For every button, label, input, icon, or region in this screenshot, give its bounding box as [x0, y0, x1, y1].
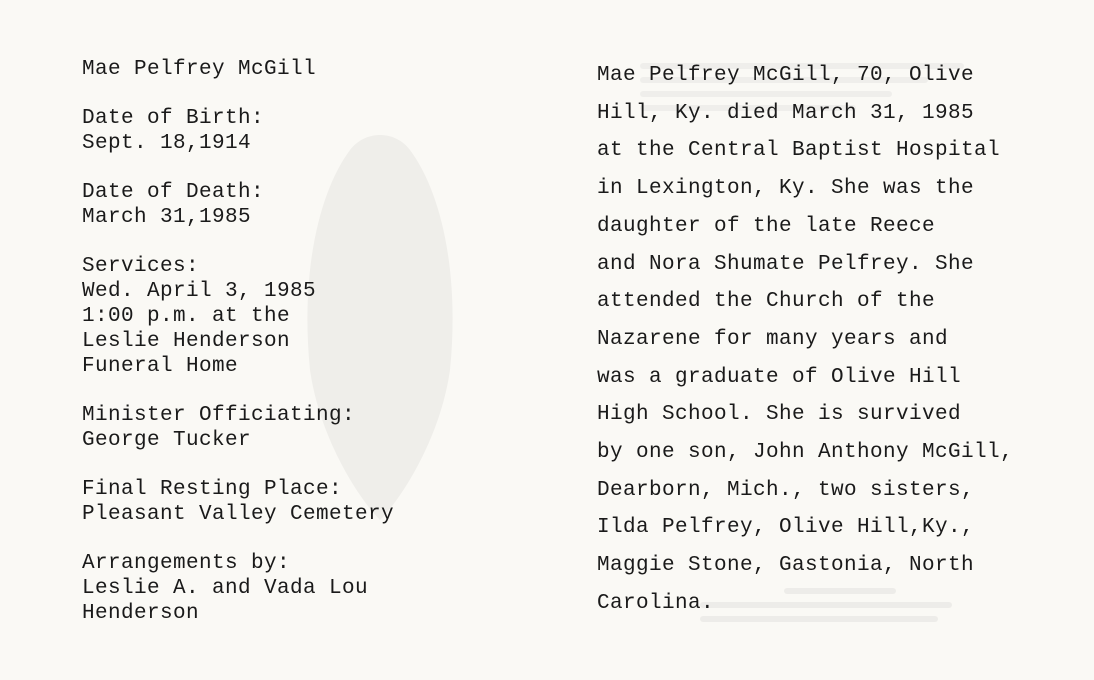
details-section	[82, 254, 522, 379]
obituary-column	[597, 57, 1067, 623]
obituary-line: daughter of the late Reece	[597, 214, 936, 238]
deceased-name: Mae Pelfrey McGill	[82, 58, 317, 81]
details-section	[82, 106, 522, 156]
section-value: Sept. 18,1914	[82, 132, 252, 155]
section-heading: Date of Death:	[82, 181, 265, 204]
section-value: Leslie A. and Vada Lou	[82, 577, 369, 600]
section-value: George Tucker	[82, 429, 252, 452]
section-value: Wed. April 3, 1985	[82, 280, 317, 303]
details-section	[82, 477, 522, 527]
section-value: March 31,1985	[82, 206, 252, 229]
section-value: Henderson	[82, 602, 200, 625]
obituary-line: and Nora Shumate Pelfrey. She	[597, 252, 975, 276]
obituary-line: attended the Church of the	[597, 290, 936, 314]
section-value: Leslie Henderson	[82, 330, 291, 353]
obituary-line: Nazarene for many years and	[597, 327, 949, 351]
obituary-line: Hill, Ky. died March 31, 1985	[597, 101, 975, 125]
section-heading: Final Resting Place:	[82, 478, 343, 501]
obituary-line: Maggie Stone, Gastonia, North	[597, 554, 975, 578]
obituary-line: in Lexington, Ky. She was the	[597, 177, 975, 201]
section-value: Funeral Home	[82, 355, 239, 378]
section-heading: Minister Officiating:	[82, 404, 356, 427]
section-heading: Services:	[82, 255, 200, 278]
obituary-line: Ilda Pelfrey, Olive Hill,Ky.,	[597, 516, 975, 540]
obituary-line: High School. She is survived	[597, 403, 962, 427]
obituary-line: by one son, John Anthony McGill,	[597, 441, 1014, 465]
obituary-line: Mae Pelfrey McGill, 70, Olive	[597, 64, 975, 87]
details-section	[82, 180, 522, 230]
details-column	[82, 57, 522, 650]
obituary-line: Dearborn, Mich., two sisters,	[597, 478, 975, 502]
section-value: Pleasant Valley Cemetery	[82, 503, 395, 526]
obituary-line: Carolina.	[597, 591, 715, 615]
details-section	[82, 551, 522, 626]
details-section	[82, 403, 522, 453]
details-sections	[82, 106, 522, 626]
obituary-line: at the Central Baptist Hospital	[597, 139, 1001, 163]
section-heading: Date of Birth:	[82, 107, 265, 130]
obituary-line: was a graduate of Olive Hill	[597, 365, 962, 389]
section-value: 1:00 p.m. at the	[82, 305, 291, 328]
section-heading: Arrangements by:	[82, 552, 291, 575]
